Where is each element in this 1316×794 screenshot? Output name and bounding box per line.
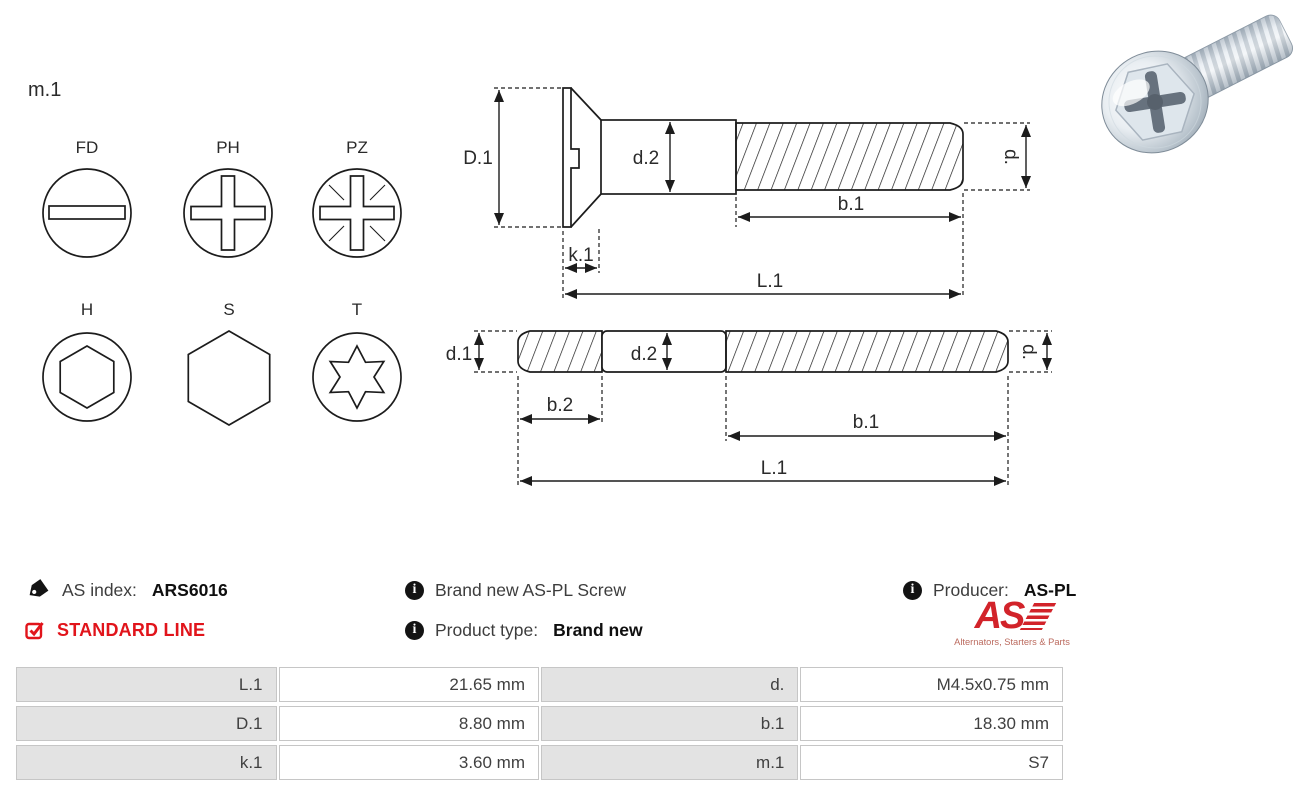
spec-value-D1: 8.80 mm bbox=[279, 706, 540, 741]
screw-head bbox=[563, 88, 579, 227]
stud-side-view bbox=[446, 331, 1052, 487]
drive-label-pz: PZ bbox=[346, 138, 368, 157]
producer-label: Producer: bbox=[933, 579, 1009, 600]
spec-value-k1: 3.60 mm bbox=[279, 745, 540, 780]
standard-line-badge: STANDARD LINE bbox=[57, 619, 206, 640]
dim-b2-label: b.2 bbox=[546, 395, 574, 416]
dim-d2-label: d.2 bbox=[632, 148, 660, 169]
table-row bbox=[16, 706, 1063, 741]
table-row bbox=[16, 667, 1063, 702]
spec-value-m1: S7 bbox=[800, 745, 1063, 780]
extension-lines-top bbox=[494, 88, 1030, 298]
spec-label-k1: k.1 bbox=[16, 745, 277, 780]
drive-label-t: T bbox=[351, 300, 363, 319]
spec-table bbox=[14, 663, 1065, 784]
spec-value-b1: 18.30 mm bbox=[800, 706, 1063, 741]
screw-thread bbox=[736, 123, 963, 190]
drive-label-ph: PH bbox=[216, 138, 240, 157]
stud-shank bbox=[602, 331, 726, 372]
stud-thread-right bbox=[726, 331, 1008, 372]
drive-label-s: S bbox=[223, 300, 235, 319]
product-description: Brand new AS-PL Screw bbox=[435, 579, 626, 600]
drive-label-fd: FD bbox=[75, 138, 99, 157]
spec-label-D1: D.1 bbox=[16, 706, 277, 741]
dim-k1-label: k.1 bbox=[568, 245, 594, 266]
spec-label-m1: m.1 bbox=[541, 745, 798, 780]
drive-symbol-s bbox=[188, 331, 269, 425]
dim-b1-label-2: b.1 bbox=[852, 412, 880, 433]
logo-tagline: Alternators, Starters & Parts bbox=[954, 637, 1070, 647]
slot-icon bbox=[49, 206, 125, 219]
drive-symbols bbox=[43, 169, 401, 425]
screw-photo-group bbox=[1085, 0, 1310, 162]
m1-caption: m.1 bbox=[28, 79, 62, 101]
standard-line-row bbox=[24, 617, 205, 643]
as-index-value: ARS6016 bbox=[151, 579, 228, 600]
info-icon: i bbox=[405, 621, 424, 640]
dim-b1-label: b.1 bbox=[837, 194, 865, 215]
dim-D1-label: D.1 bbox=[463, 148, 493, 169]
dim-d2-label-2: d.2 bbox=[630, 344, 658, 365]
dim-L1-label: L.1 bbox=[756, 271, 784, 292]
screw-shank bbox=[601, 120, 736, 194]
drive-symbol-pz bbox=[313, 169, 401, 257]
as-pl-logo bbox=[952, 596, 1072, 647]
screw-side-view bbox=[463, 88, 1030, 298]
spec-value-d: M4.5x0.75 mm bbox=[800, 667, 1063, 702]
product-photo bbox=[1085, 0, 1316, 162]
product-type-label: Product type: bbox=[435, 619, 539, 640]
drive-symbol-h bbox=[43, 333, 131, 421]
drive-symbol-ph bbox=[184, 169, 272, 257]
producer-value: AS-PL bbox=[1023, 579, 1077, 600]
stud-thread-left bbox=[518, 331, 602, 372]
logo-text: AS bbox=[974, 594, 1024, 637]
product-type-row bbox=[405, 617, 643, 643]
checkbox-checked-icon bbox=[24, 619, 46, 641]
spec-label-d: d. bbox=[541, 667, 798, 702]
dim-L1-label-2: L.1 bbox=[760, 458, 788, 479]
as-index-label: AS index: bbox=[62, 579, 137, 600]
drive-symbol-t bbox=[313, 333, 401, 421]
as-index-row bbox=[24, 577, 228, 603]
drive-symbol-fd bbox=[43, 169, 131, 257]
hex-head-icon bbox=[188, 331, 269, 425]
dim-d1-label: d.1 bbox=[445, 344, 473, 365]
dim-d-label-2: d. bbox=[1018, 344, 1039, 360]
dim-d-label: d. bbox=[1000, 149, 1021, 165]
drive-label-h: H bbox=[80, 300, 94, 319]
info-icon: i bbox=[405, 581, 424, 600]
tag-icon bbox=[24, 579, 51, 602]
table-row bbox=[16, 745, 1063, 780]
spec-label-L1: L.1 bbox=[16, 667, 277, 702]
product-type-value: Brand new bbox=[553, 619, 643, 640]
info-icon: i bbox=[903, 581, 922, 600]
spec-value-L1: 21.65 mm bbox=[279, 667, 540, 702]
description-row bbox=[405, 577, 626, 603]
logo-stripes-icon bbox=[1020, 603, 1056, 630]
spec-label-b1: b.1 bbox=[541, 706, 798, 741]
